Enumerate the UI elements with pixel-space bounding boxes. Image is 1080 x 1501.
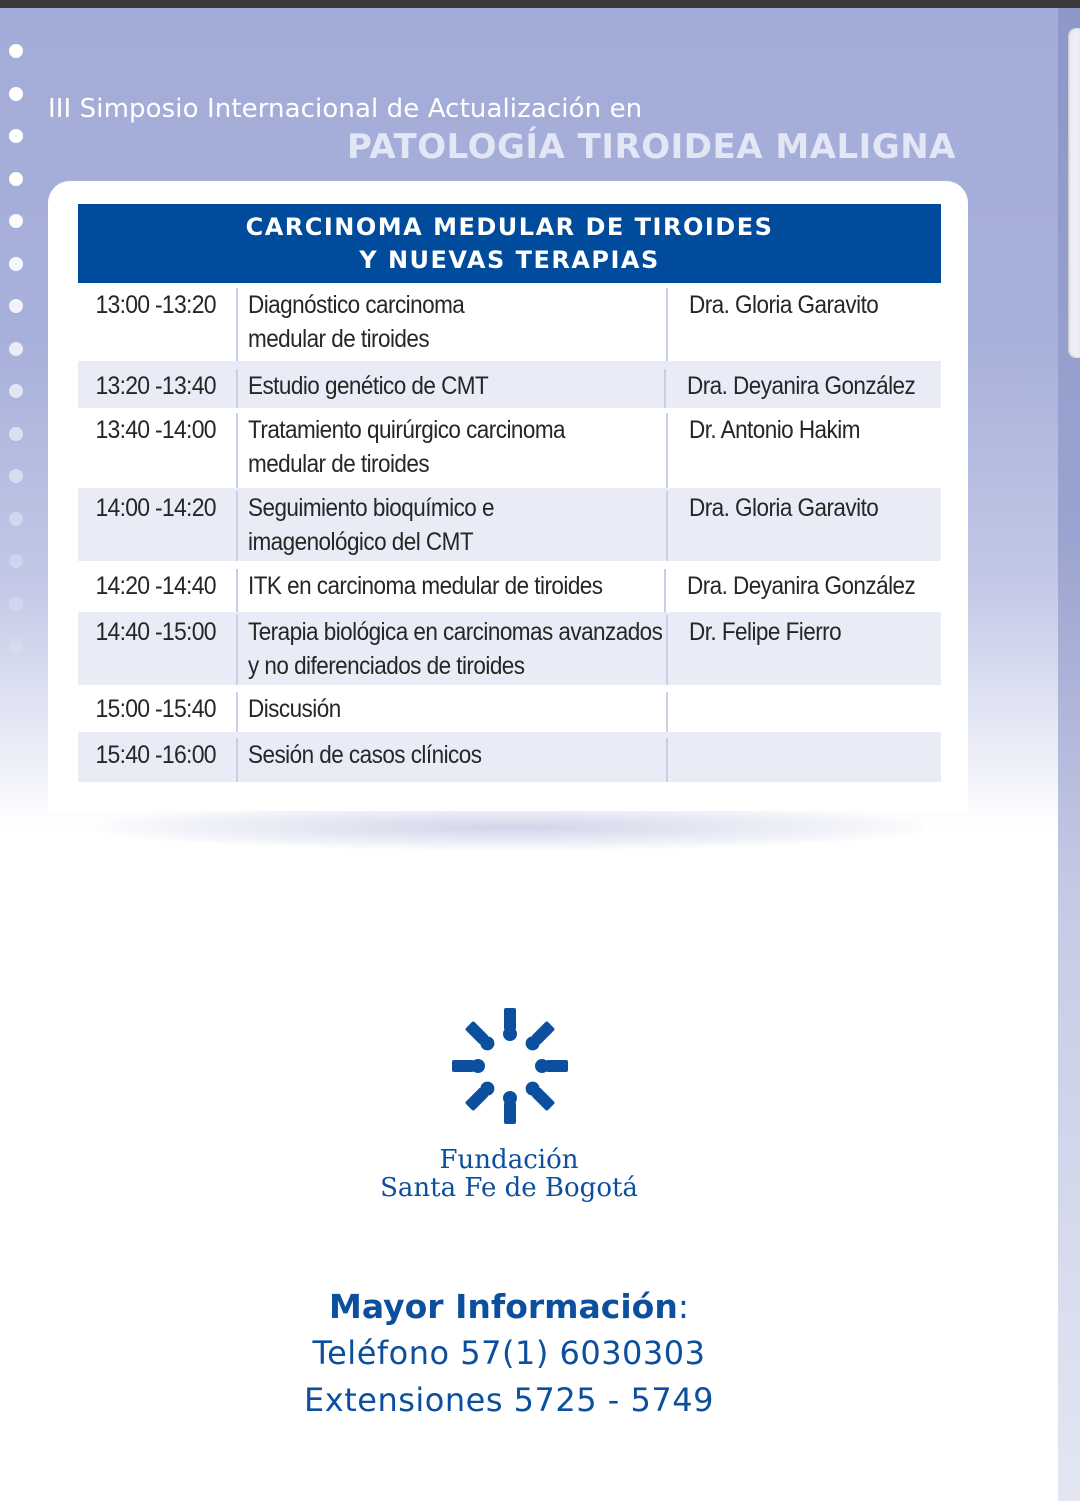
speaker-name: Dra. Deyanira González: [687, 372, 916, 400]
organization-name-line1: Fundación: [439, 1145, 579, 1175]
topic-line: ITK en carcinoma medular de tiroides: [247, 572, 603, 600]
decorative-dot: [9, 214, 23, 228]
top-edge-bar: [0, 0, 1080, 8]
logo-figure: [535, 1059, 568, 1073]
speaker-cell: [664, 569, 941, 612]
speaker-name: Dra. Gloria Garavito: [689, 291, 879, 319]
contact-phone: Teléfono 57(1) 6030303: [312, 1334, 706, 1372]
speaker-cell: [664, 369, 941, 408]
logo-figure: [464, 1079, 497, 1112]
card-shadow: [95, 805, 925, 850]
contact-title: [0, 1287, 1018, 1326]
topic-line: Discusión: [248, 695, 341, 723]
contact-title-colon: :: [677, 1287, 689, 1326]
time-cell: 13:40 -14:00: [95, 416, 216, 444]
table-row: [78, 283, 941, 361]
topic-line: y no diferenciados de tiroides: [248, 652, 525, 680]
decorative-dot: [9, 384, 23, 398]
logo-figure: [523, 1020, 556, 1053]
topic-line: Terapia biológica en carcinomas avanzados: [248, 618, 663, 646]
speaker-name: Dr. Antonio Hakim: [689, 416, 860, 444]
speaker-name: Dra. Gloria Garavito: [689, 494, 879, 522]
speaker-cell: [666, 738, 941, 782]
topic-cell: [236, 413, 666, 488]
session-title-line: Y NUEVAS TERAPIAS: [359, 245, 660, 274]
contact-extensions: Extensiones 5725 - 5749: [304, 1381, 714, 1419]
session-title: [78, 204, 941, 283]
decorative-dot: [9, 129, 23, 143]
topic-cell: [236, 569, 665, 612]
logo-figure: [503, 1008, 517, 1041]
scroll-indicator: [1068, 28, 1080, 358]
decorative-dot: [9, 554, 23, 568]
topic-line: Seguimiento bioquímico e: [248, 494, 494, 522]
topic-cell: [236, 615, 666, 685]
table-row: [78, 408, 941, 488]
session-title-line: CARCINOMA MEDULAR DE TIROIDES: [245, 212, 774, 241]
decorative-dot: [9, 87, 23, 101]
topic-line: Tratamiento quirúrgico carcinoma: [248, 416, 566, 444]
topic-line: Sesión de casos clínicos: [248, 741, 482, 769]
table-row: [78, 561, 941, 612]
speaker-cell: [666, 615, 941, 685]
right-page-edge: [1058, 8, 1080, 1501]
speaker-name: Dra. Deyanira González: [687, 572, 916, 600]
topic-cell: [236, 738, 666, 782]
table-row: [78, 685, 941, 732]
decorative-dot: [9, 299, 23, 313]
topic-line: Estudio genético de CMT: [247, 372, 488, 400]
decorative-dot: [9, 639, 23, 653]
topic-cell: [236, 692, 666, 732]
decorative-dot: [9, 512, 23, 526]
topic-cell: [236, 491, 666, 561]
time-cell: 14:40 -15:00: [95, 618, 216, 646]
schedule-table: [78, 204, 941, 782]
logo-figure: [503, 1091, 517, 1124]
topic-cell: [236, 288, 666, 361]
speaker-cell: [666, 692, 941, 732]
speaker-name: Dr. Felipe Fierro: [689, 618, 842, 646]
table-row: [78, 361, 941, 408]
fundacion-santa-fe-logo-icon: [449, 1005, 571, 1127]
time-cell: 13:00 -13:20: [95, 291, 216, 319]
speaker-cell: [666, 288, 941, 361]
symposium-title: III Simposio Internacional de Actualización en: [48, 94, 643, 124]
decorative-dot: [9, 172, 23, 186]
contact-title-text: Mayor Información: [329, 1287, 678, 1326]
speaker-cell: [666, 491, 941, 561]
decorative-dot: [9, 257, 23, 271]
table-row: [78, 612, 941, 685]
time-cell: 15:00 -15:40: [95, 695, 216, 723]
organization-name-line2: Santa Fe de Bogotá: [380, 1173, 638, 1203]
logo-figure: [464, 1020, 497, 1053]
decorative-dot: [9, 597, 23, 611]
decorative-dot: [9, 469, 23, 483]
logo-figure: [523, 1079, 556, 1112]
speaker-cell: [666, 413, 941, 488]
topic-line: medular de tiroides: [248, 325, 430, 353]
time-cell: 15:40 -16:00: [95, 741, 216, 769]
logo-figure: [452, 1059, 485, 1073]
topic-line: medular de tiroides: [248, 450, 430, 478]
topic-line: imagenológico del CMT: [248, 528, 474, 556]
symposium-subtitle: PATOLOGÍA TIROIDEA MALIGNA: [347, 127, 956, 167]
topic-line: Diagnóstico carcinoma: [248, 291, 465, 319]
topic-cell: [236, 369, 665, 408]
decorative-dots: [9, 44, 23, 682]
decorative-dot: [9, 342, 23, 356]
time-cell: 13:20 -13:40: [95, 372, 216, 400]
time-cell: 14:20 -14:40: [95, 572, 216, 600]
table-row: [78, 488, 941, 561]
time-cell: 14:00 -14:20: [95, 494, 216, 522]
table-row: [78, 732, 941, 782]
decorative-dot: [9, 427, 23, 441]
decorative-dot: [9, 44, 23, 58]
